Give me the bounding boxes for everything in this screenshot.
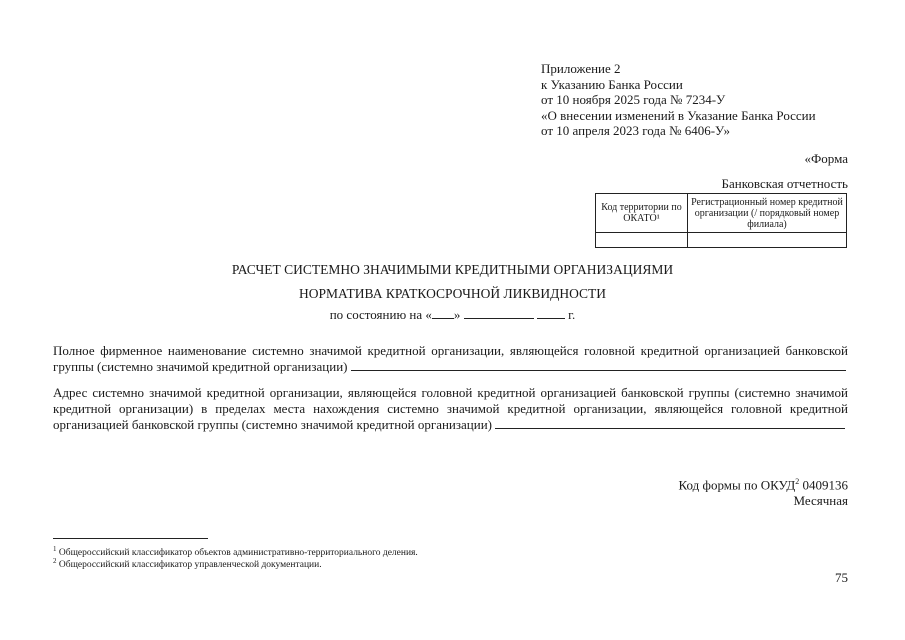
okato-value-cell: [596, 233, 688, 248]
appendix-line-4: «О внесении изменений в Указание Банка России: [541, 107, 816, 123]
footnote-1-mark: 1: [53, 545, 57, 553]
okud-block: [679, 474, 848, 509]
org-address-blank: [495, 417, 845, 429]
as-of-prefix: по состоянию на «: [329, 307, 432, 322]
okud-period: Месячная: [793, 493, 848, 509]
footnote-separator: [53, 538, 208, 539]
okud-code: 0409136: [802, 477, 848, 493]
month-blank: [464, 307, 534, 319]
title-line-2: НОРМАТИВА КРАТКОСРОЧНОЙ ЛИКВИДНОСТИ: [298, 286, 607, 301]
footnote-2-mark: 2: [53, 557, 57, 565]
footnote-2-text: Общероссийский классификатор управленческой документации.: [58, 560, 322, 571]
appendix-block: [541, 61, 816, 139]
okato-header: Код территории по ОКАТО¹: [596, 194, 688, 233]
title-line-1: РАСЧЕТ СИСТЕМНО ЗНАЧИМЫМИ КРЕДИТНЫМИ ОРГАНИЗАЦИЯМИ: [231, 262, 674, 277]
org-address-label: Адрес системно значимой кредитной организации, являющейся головной кредитной организацией банковской группы (системно значимой кредитной организации) в пределах места нахождения системно значимой кредитной организации, являющейся головной кредитной организацией банковской группы (системно значимой кредитной организации): [53, 385, 848, 432]
okud-label: Код формы по ОКУД: [678, 477, 796, 493]
okud-line: [679, 474, 848, 493]
reg-number-header: Регистрационный номер кредитной организации (/ порядковый номер филиала): [688, 194, 847, 233]
appendix-line-1: Приложение 2: [541, 61, 621, 76]
footnote-1-text: Общероссийский классификатор объектов административно-территориального деления.: [58, 548, 418, 559]
org-name-label: Полное фирменное наименование системно значимой кредитной организации, являющейся головной кредитной организацией банковской группы (системно значимой кредитной организации): [53, 343, 848, 374]
reg-number-value-cell: [688, 233, 847, 248]
org-address-field: [53, 385, 848, 433]
appendix-line-5: от 10 апреля 2023 года № 6406-У»: [541, 123, 730, 138]
appendix-line-3: от 10 ноября 2025 года № 7234-У: [541, 92, 726, 107]
as-of-mid: »: [453, 307, 461, 322]
bank-reporting-label: Банковская отчетность: [721, 176, 848, 191]
form-label: «Форма: [804, 151, 848, 166]
as-of-suffix: г.: [568, 307, 576, 322]
year-blank: [537, 307, 565, 319]
as-of-date: [0, 307, 905, 323]
org-name-field: [53, 343, 848, 375]
appendix-line-2: к Указанию Банка России: [541, 76, 683, 92]
page-number: 75: [835, 570, 848, 585]
footnote-2: [53, 557, 322, 570]
codes-table: [595, 193, 847, 248]
org-name-blank: [351, 359, 846, 371]
day-blank: [432, 307, 454, 319]
okud-sup: 2: [795, 477, 800, 486]
